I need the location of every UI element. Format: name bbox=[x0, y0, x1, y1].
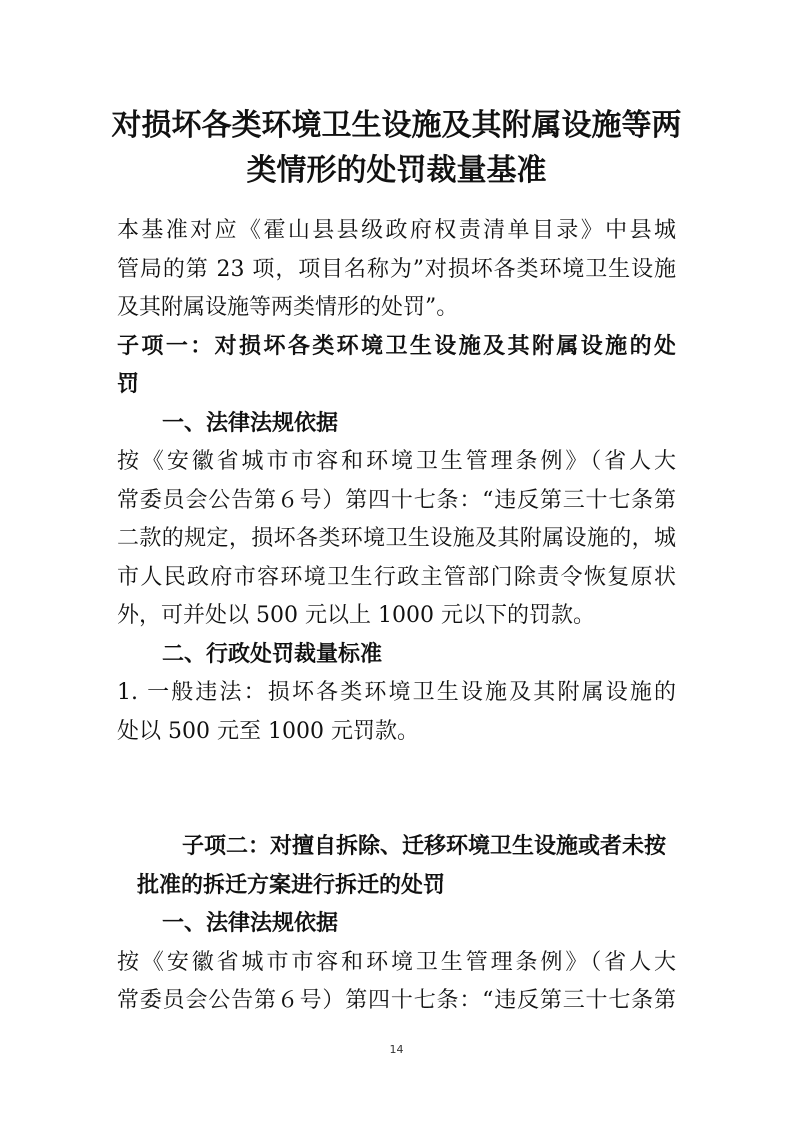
subitem-1-standard-text-line: 处以 500 元至 1000 元罚款。 bbox=[117, 719, 419, 744]
intro-line: 管局的第 23 项，项目名称为”对损坏各类环境卫生设施 bbox=[117, 257, 676, 282]
subitem-2-heading: 批准的拆迁方案进行拆迁的处罚 bbox=[137, 873, 446, 898]
subitem-1-heading: 子项一：对损坏各类环境卫生设施及其附属设施的处 bbox=[117, 334, 676, 359]
subitem-2-heading: 子项二：对擅自拆除、迁移环境卫生设施或者未按 bbox=[182, 834, 667, 859]
subitem-1-heading: 罚 bbox=[117, 372, 140, 397]
subitem-1-legal-text-line: 市人民政府市容环境卫生行政主管部门除责令恢复原状 bbox=[117, 565, 676, 590]
subitem-2-legal-heading: 一、法律法规依据 bbox=[162, 911, 339, 936]
subitem-2-legal-text-line: 常委员会公告第６号）第四十七条：“违反第三十七条第 bbox=[117, 988, 676, 1013]
subitem-1-legal-text-line: 二款的规定，损坏各类环境卫生设施及其附属设施的，城 bbox=[117, 526, 676, 551]
subitem-2-legal-text-line: 按《安徽省城市市容和环境卫生管理条例》（省人大 bbox=[117, 950, 676, 975]
subitem-1-legal-text-line: 常委员会公告第６号）第四十七条：“违反第三十七条第 bbox=[117, 488, 676, 513]
intro-line: 本基准对应《霍山县县级政府权责清单目录》中县城 bbox=[117, 218, 676, 243]
document-title-line-2: 类情形的处罚裁量基准 bbox=[246, 153, 547, 188]
subitem-1-legal-text-line: 按《安徽省城市市容和环境卫生管理条例》（省人大 bbox=[117, 449, 676, 474]
subitem-1-standard-text-line: 1. 一般违法：损坏各类环境卫生设施及其附属设施的 bbox=[117, 680, 676, 705]
intro-line: 及其附属设施等两类情形的处罚”。 bbox=[117, 295, 459, 320]
subitem-1-legal-heading: 一、法律法规依据 bbox=[162, 411, 339, 436]
page-number: 14 bbox=[389, 1043, 404, 1056]
subitem-1-standard-heading: 二、行政处罚裁量标准 bbox=[162, 642, 383, 667]
document-title-line-1: 对损坏各类环境卫生设施及其附属设施等两 bbox=[111, 108, 682, 143]
subitem-1-legal-text-line: 外，可并处以 500 元以上 1000 元以下的罚款。 bbox=[117, 603, 595, 628]
